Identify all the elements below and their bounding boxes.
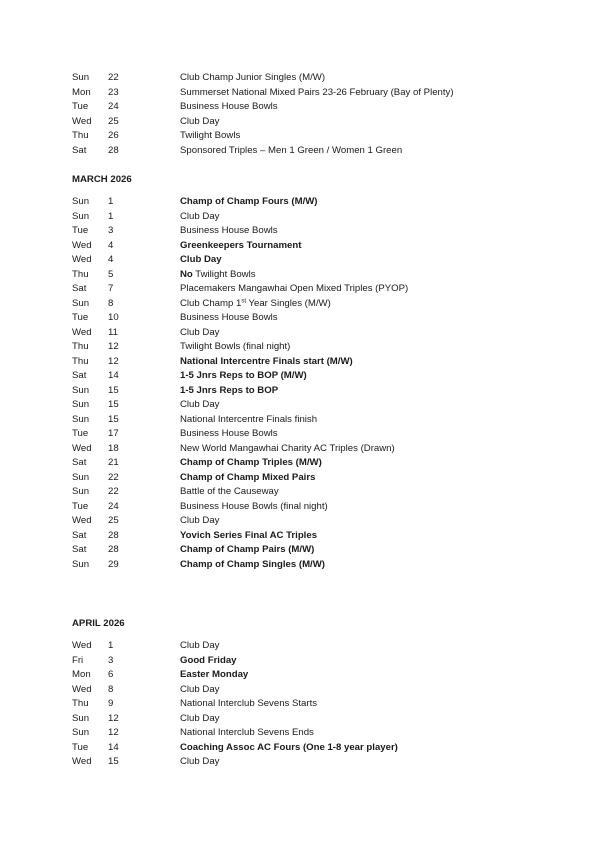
schedule-row bbox=[72, 100, 552, 115]
row-day: Sun bbox=[72, 727, 90, 738]
schedule-row bbox=[72, 683, 552, 698]
row-day: Sun bbox=[72, 712, 90, 724]
row-event: Champ of Champ Fours (M/W) bbox=[180, 196, 318, 207]
row-day: Thu bbox=[72, 698, 89, 709]
row-day: Sun bbox=[72, 384, 90, 396]
row-day: Mon bbox=[72, 86, 91, 98]
april-event-list bbox=[72, 639, 552, 770]
row-day: Sat bbox=[72, 529, 87, 541]
schedule-row bbox=[72, 712, 552, 727]
row-day: Tue bbox=[72, 101, 89, 112]
row-date: 12 bbox=[108, 341, 119, 352]
row-day: Sun bbox=[72, 399, 90, 410]
row-date: 25 bbox=[108, 115, 119, 127]
row-date: 12 bbox=[108, 712, 119, 724]
row-day: Sun bbox=[72, 297, 90, 309]
event-pre-part: Club Champ 1 bbox=[180, 297, 242, 309]
row-date: 12 bbox=[108, 727, 119, 738]
row-day: Tue bbox=[72, 312, 89, 323]
row-event: Sponsored Triples – Men 1 Green / Women 1 Green bbox=[180, 144, 403, 156]
row-date: 18 bbox=[108, 442, 119, 454]
row-event: National Intercentre Finals finish bbox=[180, 413, 318, 425]
row-event: Business House Bowls bbox=[180, 225, 278, 236]
row-event: Coaching Assoc AC Fours (One 1-8 year player) bbox=[180, 741, 398, 753]
row-day: Thu bbox=[72, 268, 89, 280]
schedule-row bbox=[72, 86, 552, 101]
row-day: Fri bbox=[72, 654, 84, 666]
schedule-row bbox=[72, 485, 552, 500]
schedule-row bbox=[72, 427, 552, 442]
row-event: Business House Bowls bbox=[180, 312, 278, 323]
row-date: 15 bbox=[108, 413, 119, 425]
row-date: 14 bbox=[108, 741, 119, 753]
row-date: 21 bbox=[108, 457, 119, 468]
row-day: Tue bbox=[72, 741, 89, 753]
row-date: 28 bbox=[108, 544, 119, 555]
schedule-row bbox=[72, 355, 552, 370]
row-day: Wed bbox=[72, 254, 92, 265]
row-day: Wed bbox=[72, 640, 92, 651]
row-day: Thu bbox=[72, 130, 89, 141]
row-event: Club Day bbox=[180, 254, 222, 265]
row-event: Club Day bbox=[180, 515, 220, 526]
row-day: Sun bbox=[72, 413, 90, 425]
schedule-row bbox=[72, 384, 552, 399]
schedule-row bbox=[72, 115, 552, 130]
row-event: Summerset National Mixed Pairs 23-26 February (Bay of Plenty) bbox=[180, 86, 454, 98]
schedule-row bbox=[72, 726, 552, 741]
row-event: Club Champ Junior Singles (M/W) bbox=[180, 72, 326, 83]
event-superscript: st bbox=[241, 298, 246, 304]
row-event: Easter Monday bbox=[180, 669, 249, 680]
row-event: Club Day bbox=[180, 399, 220, 410]
row-date: 26 bbox=[108, 130, 119, 141]
row-day: Wed bbox=[72, 515, 92, 526]
schedule-row bbox=[72, 340, 552, 355]
schedule-row bbox=[72, 413, 552, 428]
row-event: 1-5 Jnrs Reps to BOP bbox=[180, 384, 279, 396]
row-day: Sun bbox=[72, 72, 90, 83]
row-day: Wed bbox=[72, 756, 92, 767]
schedule-row bbox=[72, 398, 552, 413]
row-date: 17 bbox=[108, 428, 119, 439]
row-day: Mon bbox=[72, 669, 91, 680]
row-event: Champ of Champ Mixed Pairs bbox=[180, 471, 316, 483]
row-event: Club Day bbox=[180, 115, 220, 127]
schedule-row bbox=[72, 326, 552, 341]
row-date: 15 bbox=[108, 384, 119, 396]
schedule-row bbox=[72, 268, 552, 283]
schedule-row bbox=[72, 558, 552, 573]
schedule-row bbox=[72, 144, 552, 159]
row-date: 25 bbox=[108, 515, 119, 526]
row-date: 15 bbox=[108, 756, 119, 767]
row-event: Champ of Champ Pairs (M/W) bbox=[180, 544, 315, 555]
schedule-row bbox=[72, 369, 552, 384]
row-date: 10 bbox=[108, 312, 119, 323]
row-date: 22 bbox=[108, 72, 119, 83]
row-event: Club Day bbox=[180, 683, 220, 695]
row-date: 15 bbox=[108, 399, 119, 410]
row-event: Business House Bowls bbox=[180, 101, 278, 112]
row-event: Champ of Champ Singles (M/W) bbox=[180, 558, 325, 570]
schedule-row bbox=[72, 210, 552, 225]
event-rest-part: Twilight Bowls bbox=[192, 268, 256, 280]
schedule-row bbox=[72, 442, 552, 457]
row-event bbox=[180, 268, 256, 283]
row-day: Wed bbox=[72, 442, 92, 454]
schedule-row bbox=[72, 195, 552, 210]
march-heading: MARCH 2026 bbox=[72, 174, 132, 185]
row-event: Greenkeepers Tournament bbox=[180, 239, 302, 251]
row-event: Champ of Champ Triples (M/W) bbox=[180, 457, 322, 468]
schedule-row bbox=[72, 297, 552, 312]
row-date: 29 bbox=[108, 558, 119, 570]
row-day: Sat bbox=[72, 370, 87, 381]
schedule-row bbox=[72, 129, 552, 144]
row-date: 28 bbox=[108, 144, 119, 156]
row-event: Club Day bbox=[180, 756, 220, 767]
row-date: 5 bbox=[108, 268, 114, 280]
row-day: Sun bbox=[72, 196, 90, 207]
row-day: Wed bbox=[72, 115, 92, 127]
schedule-row bbox=[72, 755, 552, 770]
schedule-row bbox=[72, 239, 552, 254]
row-date: 3 bbox=[108, 225, 114, 236]
row-event bbox=[180, 297, 331, 312]
row-date: 8 bbox=[108, 683, 114, 695]
row-date: 23 bbox=[108, 86, 119, 98]
row-event: Business House Bowls (final night) bbox=[180, 500, 328, 512]
row-date: 4 bbox=[108, 239, 114, 251]
schedule-row bbox=[72, 668, 552, 683]
row-day: Sat bbox=[72, 283, 87, 294]
row-date: 7 bbox=[108, 283, 114, 294]
row-day: Sat bbox=[72, 457, 87, 468]
row-event: Placemakers Mangawhai Open Mixed Triples (PYOP) bbox=[180, 283, 409, 294]
row-event: National Intercentre Finals start (M/W) bbox=[180, 355, 353, 367]
march-event-list bbox=[72, 195, 552, 572]
schedule-row bbox=[72, 282, 552, 297]
row-day: Sun bbox=[72, 210, 90, 222]
row-day: Wed bbox=[72, 683, 92, 695]
row-date: 6 bbox=[108, 669, 114, 680]
row-date: 22 bbox=[108, 471, 119, 483]
row-day: Wed bbox=[72, 326, 92, 338]
april-heading: APRIL 2026 bbox=[72, 618, 125, 629]
row-date: 1 bbox=[108, 210, 114, 222]
schedule-row bbox=[72, 697, 552, 712]
row-date: 8 bbox=[108, 297, 114, 309]
row-event: Club Day bbox=[180, 640, 220, 651]
row-date: 11 bbox=[108, 326, 118, 338]
row-event: Twilight Bowls bbox=[180, 130, 241, 141]
row-event: 1-5 Jnrs Reps to BOP (M/W) bbox=[180, 370, 307, 381]
row-event: National Interclub Sevens Ends bbox=[180, 727, 314, 738]
row-day: Tue bbox=[72, 225, 89, 236]
row-day: Tue bbox=[72, 428, 89, 439]
row-day: Thu bbox=[72, 355, 89, 367]
schedule-row bbox=[72, 456, 552, 471]
row-event: Business House Bowls bbox=[180, 428, 278, 439]
schedule-row bbox=[72, 471, 552, 486]
row-date: 4 bbox=[108, 254, 114, 265]
row-event: Club Day bbox=[180, 326, 220, 338]
row-event: Club Day bbox=[180, 210, 220, 222]
row-date: 28 bbox=[108, 529, 119, 541]
schedule-row bbox=[72, 253, 552, 268]
row-day: Sun bbox=[72, 471, 90, 483]
schedule-row bbox=[72, 500, 552, 515]
row-date: 9 bbox=[108, 698, 114, 709]
schedule-row bbox=[72, 529, 552, 544]
row-date: 3 bbox=[108, 654, 114, 666]
row-event: New World Mangawhai Charity AC Triples (Drawn) bbox=[180, 442, 395, 454]
schedule-row bbox=[72, 741, 552, 756]
row-date: 1 bbox=[108, 196, 114, 207]
row-day: Sat bbox=[72, 544, 87, 555]
row-event: Battle of the Causeway bbox=[180, 486, 279, 497]
schedule-row bbox=[72, 639, 552, 654]
row-day: Sun bbox=[72, 486, 90, 497]
schedule-row bbox=[72, 311, 552, 326]
event-post-part: Year Singles (M/W) bbox=[246, 297, 331, 309]
row-event: Good Friday bbox=[180, 654, 237, 666]
row-event: National Interclub Sevens Starts bbox=[180, 698, 318, 709]
schedule-row bbox=[72, 224, 552, 239]
schedule-row bbox=[72, 514, 552, 529]
schedule-row bbox=[72, 543, 552, 558]
row-day: Tue bbox=[72, 500, 89, 512]
row-date: 22 bbox=[108, 486, 119, 497]
row-date: 24 bbox=[108, 500, 119, 512]
row-date: 1 bbox=[108, 640, 114, 651]
schedule-row bbox=[72, 71, 552, 86]
february-continued-list bbox=[72, 71, 552, 158]
row-event: Yovich Series Final AC Triples bbox=[180, 529, 318, 541]
row-date: 24 bbox=[108, 101, 119, 112]
row-day: Thu bbox=[72, 341, 89, 352]
row-date: 12 bbox=[108, 355, 119, 367]
row-event: Twilight Bowls (final night) bbox=[180, 341, 291, 352]
row-day: Sun bbox=[72, 558, 90, 570]
event-bold-part: No bbox=[180, 268, 193, 280]
row-day: Sat bbox=[72, 144, 87, 156]
row-day: Wed bbox=[72, 239, 92, 251]
row-event: Club Day bbox=[180, 712, 220, 724]
row-date: 14 bbox=[108, 370, 119, 381]
schedule-row bbox=[72, 654, 552, 669]
